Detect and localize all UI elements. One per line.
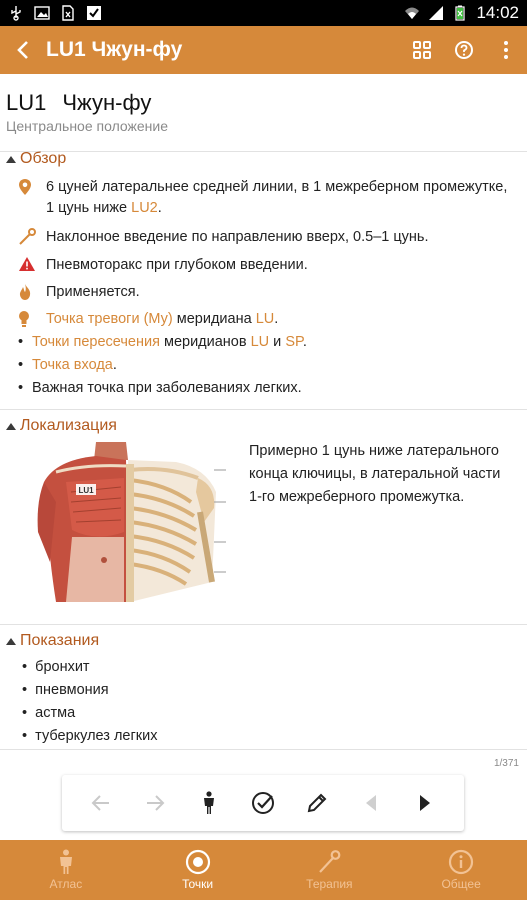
overview-crossing-row: • Точки пересечения меридианов LU и SP. [18, 334, 307, 350]
anatomy-chest-illustration[interactable] [26, 442, 231, 602]
overview-alarm-row: Точка тревоги (Му) меридиана LU. [18, 309, 518, 330]
check-circle-icon [251, 791, 275, 815]
nav-label: Атлас [49, 877, 83, 891]
help-button[interactable] [443, 26, 485, 74]
list-item: • туберкулез легких [22, 728, 158, 744]
link-sp-meridian[interactable]: SP [285, 334, 303, 350]
section-localization-header[interactable] [6, 417, 117, 435]
back-arrow-button[interactable] [83, 785, 119, 821]
person-icon [57, 849, 75, 875]
triangle-right-icon [418, 793, 432, 813]
section-title: Обзор [20, 150, 67, 167]
overview-location-row: 6 цуней латеральнее средней линии, в 1 межреберном промежутке, 1 цунь ниже LU2. [18, 177, 518, 219]
arrow-right-icon [145, 794, 165, 812]
section-title: Показания [20, 632, 100, 649]
grid-icon [412, 40, 432, 60]
needle-icon [18, 228, 36, 246]
more-options-button[interactable] [485, 26, 527, 74]
point-code: LU1 [6, 90, 47, 115]
arrow-left-icon [91, 794, 111, 812]
map-pin-icon [18, 178, 32, 196]
file-x-icon [60, 5, 76, 21]
nav-label: Терапия [306, 877, 353, 891]
check-box-icon [86, 5, 102, 21]
signal-icon [428, 5, 444, 21]
needle-icon [317, 849, 341, 875]
overview-entry-row: • Точка входа. [18, 357, 117, 373]
collapse-triangle-icon [6, 156, 16, 163]
point-name: Чжун-фу [62, 90, 152, 115]
lightbulb-icon [18, 310, 30, 328]
link-lu-meridian[interactable]: LU [255, 311, 275, 327]
edit-note-button[interactable] [299, 785, 335, 821]
divider [0, 151, 527, 152]
pencil-icon [306, 792, 328, 814]
divider [0, 624, 527, 625]
overview-needling-row: Наклонное введение по направлению вверх, 0.5–1 цунь. [18, 227, 518, 248]
next-point-button[interactable] [407, 785, 443, 821]
app-title: LU1 Чжун-фу [46, 38, 183, 61]
mark-done-button[interactable] [245, 785, 281, 821]
link-alarm-point[interactable]: Точка тревоги (Му) [46, 311, 173, 327]
status-time: 14:02 [476, 3, 519, 22]
nav-label: Общее [441, 877, 481, 891]
overview-moxa-row: Применяется. [18, 282, 518, 303]
point-toolbar [62, 775, 464, 831]
bottom-navigation [0, 840, 527, 900]
list-item: • бронхит [22, 659, 90, 675]
point-detail-content[interactable] [0, 74, 527, 750]
section-title: Локализация [20, 417, 117, 434]
nav-label: Точки [182, 877, 214, 891]
back-button[interactable] [0, 26, 46, 74]
nav-therapy[interactable] [264, 840, 396, 900]
nav-atlas[interactable] [0, 840, 132, 900]
divider [0, 409, 527, 410]
info-icon [448, 849, 474, 875]
previous-point-button[interactable] [353, 785, 389, 821]
link-lu2[interactable]: LU2 [131, 200, 158, 216]
flame-icon [18, 283, 32, 301]
overview-important-row: • Важная точка при заболеваниях легких. [18, 380, 302, 396]
target-icon [185, 849, 211, 875]
link-crossing-points[interactable]: Точки пересечения [32, 334, 160, 350]
chevron-left-icon [16, 40, 30, 60]
grid-button[interactable] [401, 26, 443, 74]
nav-points[interactable] [132, 840, 264, 900]
body-figure-button[interactable] [191, 785, 227, 821]
link-lu-meridian-2[interactable]: LU [250, 334, 270, 350]
divider [0, 749, 527, 750]
section-overview-header[interactable] [6, 150, 66, 168]
page-title [6, 90, 151, 116]
list-item: • астма [22, 705, 76, 721]
page-counter: 1/371 [493, 758, 519, 769]
nav-general[interactable] [395, 840, 527, 900]
status-bar [0, 0, 527, 26]
triangle-left-icon [364, 793, 378, 813]
section-indications-header[interactable] [6, 632, 99, 650]
warning-icon [18, 256, 36, 272]
person-icon [201, 791, 217, 815]
collapse-triangle-icon [6, 638, 16, 645]
localization-description: Примерно 1 цунь ниже латерального конца ключицы, в латеральной части 1-го межреберного промежутка. [249, 443, 501, 505]
battery-icon [452, 5, 468, 21]
indications-list [22, 656, 157, 748]
app-bar [0, 26, 527, 74]
more-vert-icon [503, 40, 509, 60]
point-subtitle: Центральное положение [6, 118, 169, 134]
overview-warning-row: Пневмоторакс при глубоком введении. [18, 255, 518, 276]
help-icon [454, 40, 474, 60]
collapse-triangle-icon [6, 423, 16, 430]
link-entry-point[interactable]: Точка входа [32, 357, 113, 373]
forward-arrow-button[interactable] [137, 785, 173, 821]
usb-icon [8, 5, 24, 21]
image-icon [34, 5, 50, 21]
list-item: • пневмония [22, 682, 109, 698]
wifi-icon [404, 5, 420, 21]
figure-point-label: LU1 [78, 486, 94, 495]
